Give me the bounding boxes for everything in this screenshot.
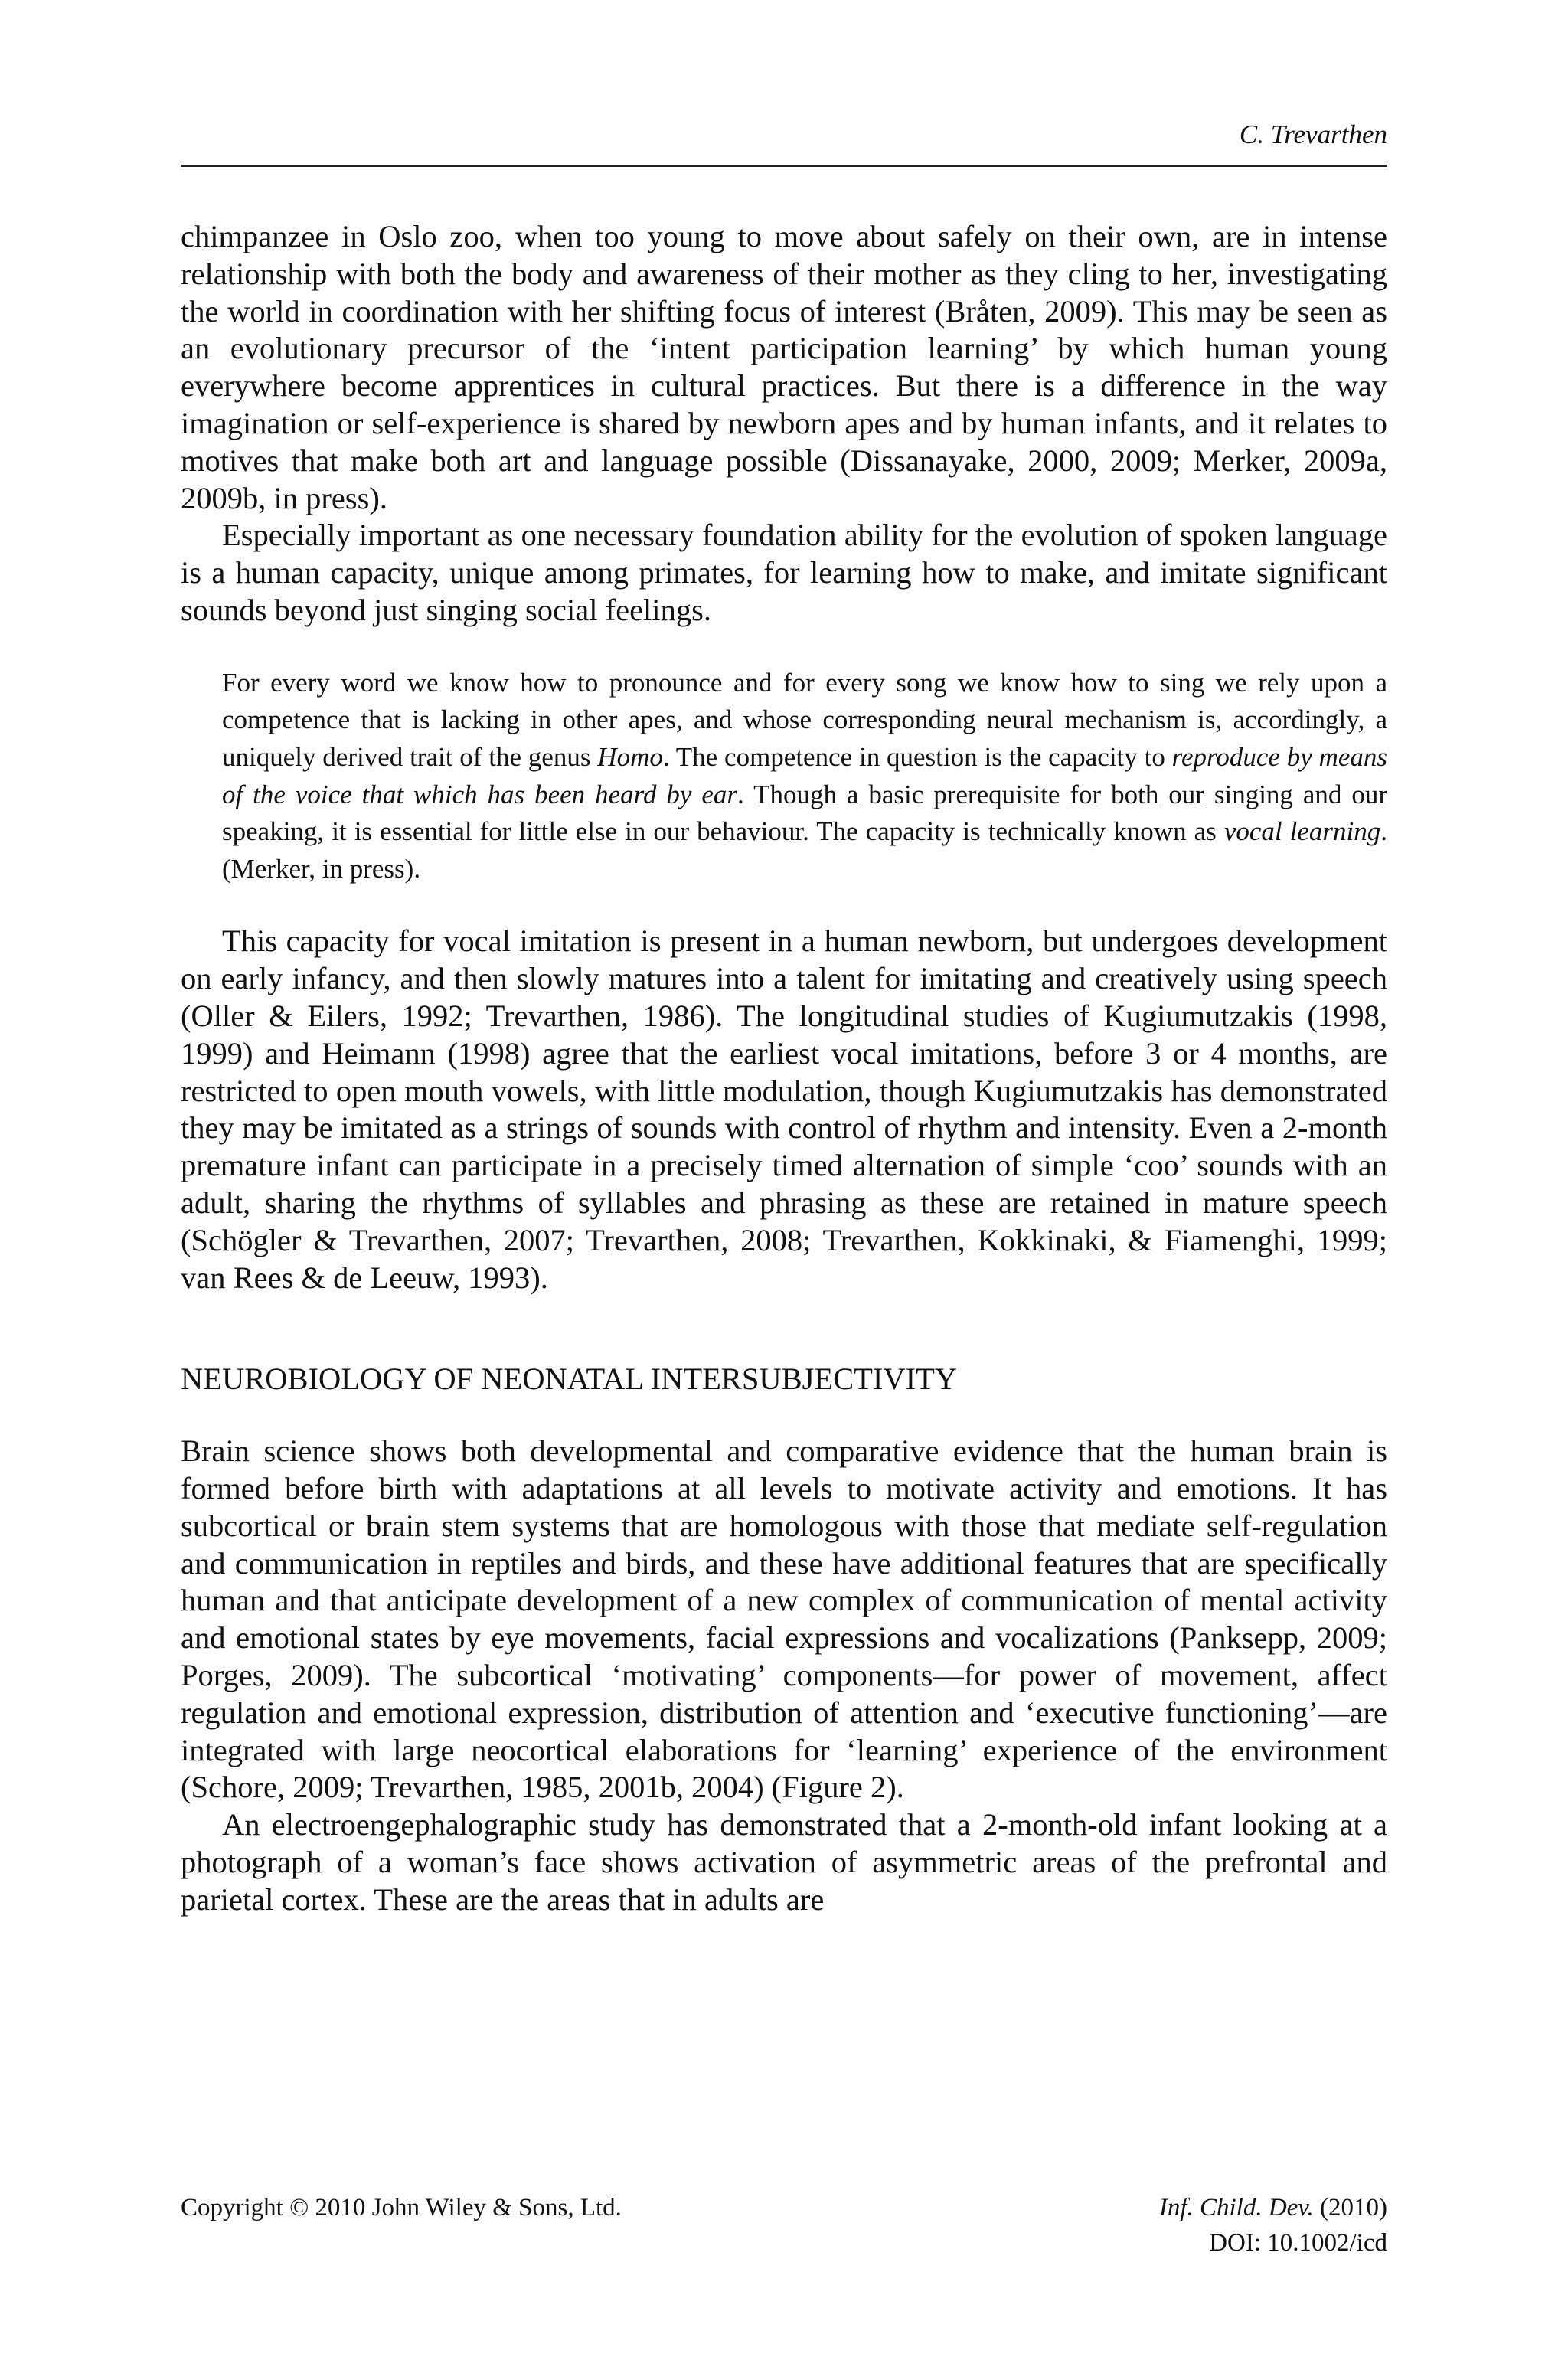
quote-text-1: For every word we know how to pronounce and for every song we know how to sing we rely upon a competence that is lacking in other apes, and whose corresponding neural mechanism is, accordingly, a uniquely derived trait of the genus bbox=[222, 667, 1387, 772]
quote-text-3: . Though a basic prerequisite for both our singing and our speaking, it is essential for little else in our behaviour. The capacity is technically known as bbox=[222, 779, 1387, 847]
paragraph-brain-science: Brain science shows both developmental and comparative evidence that the human brain is formed before birth with adaptations at all levels to motivate activity and emotions. It has subcortical or brain stem systems that are homologous with those that mediate self-regulation and communication in reptiles and birds, and these have additional features that are specifically human and that anticipate development of a new complex of communication of mental activity and emotional states by eye movements, facial expressions and vocalizations (Panksepp, 2009; Porges, 2009). The subcortical ‘motivating’ components—for power of movement, affect regulation and emotional expression, distribution of attention and ‘executive functioning’—are integrated with large neocortical elaborations for ‘learning’ experience of the environment (Schore, 2009; Trevarthen, 1985, 2001b, 2004) (Figure 2). bbox=[181, 1433, 1387, 1805]
block-quote-text bbox=[222, 665, 1387, 888]
copyright-notice: Copyright © 2010 John Wiley & Sons, Ltd. bbox=[181, 2194, 622, 2221]
paragraph-continuation: chimpanzee in Oslo zoo, when too young to move about safely on their own, are in intense relationship with both the body and awareness of their mother as they cling to her, investigating the world in coordination with her shifting focus of interest (Bråten, 2009). This may be seen as an evolutionary precursor of the ‘intent participation learning’ by which human young everywhere become apprentices in cultural practices. But there is a difference in the way imagination or self-experience is shared by newborn apes and by human infants, and it relates to motives that make both art and language possible (Dissanayake, 2000, 2009; Merker, 2009a, 2009b, in press). bbox=[181, 219, 1387, 515]
quote-text-2: . The competence in question is the capacity to bbox=[662, 741, 1172, 772]
doi: DOI: 10.1002/icd bbox=[1209, 2229, 1387, 2257]
body-text bbox=[181, 218, 1387, 1919]
block-quote bbox=[222, 665, 1387, 888]
quote-italic-definition: reproduce by means of the voice that which has been heard by ear bbox=[222, 741, 1387, 809]
paragraph-vocal-imitation: This capacity for vocal imitation is present in a human newborn, but undergoes development on early infancy, and then slowly matures into a talent for imitating and creatively using speech (Oller & Eilers, 1992; Trevarthen, 1986). The longitudinal studies of Kugiumutzakis (1998, 1999) and Heimann (1998) agree that the earliest vocal imitations, before 3 or 4 months, are restricted to open mouth vowels, with little modulation, though Kugiumutzakis has demonstrated they may be imitated as a strings of sounds with control of rhythm and intensity. Even a 2-month premature infant can participate in a precisely timed alternation of simple ‘coo’ sounds with an adult, sharing the rhythms of syllables and phrasing as these are retained in mature speech (Schögler & Trevarthen, 2007; Trevarthen, 2008; Trevarthen, Kokkinaki, & Fiamenghi, 1999; van Rees & de Leeuw, 1993). bbox=[181, 924, 1387, 1295]
quote-italic-vocal-learning: vocal learning bbox=[1223, 816, 1381, 847]
journal-abbrev: Inf. Child. Dev. bbox=[1158, 2194, 1314, 2221]
paragraph-eeg-study: An electroengephalographic study has demonstrated that a 2-month-old infant looking at a photograph of a woman’s face shows activation of asymmetric areas of the prefrontal and parietal cortex. These are the areas that in adults are bbox=[181, 1807, 1387, 1917]
citation-info bbox=[1159, 2190, 1387, 2261]
paragraph-vocal-learning-intro: Especially important as one necessary foundation ability for the evolution of spoken language is a human capacity, unique among primates, for learning how to make, and imitate significant sounds beyond just singing social feelings. bbox=[181, 518, 1387, 627]
section-heading: NEUROBIOLOGY OF NEONATAL INTERSUBJECTIVITY bbox=[181, 1362, 958, 1397]
running-head-author: C. Trevarthen bbox=[1239, 119, 1387, 149]
journal-citation bbox=[1159, 2190, 1387, 2225]
quote-text-4: . (Merker, in press). bbox=[222, 816, 1387, 884]
quote-italic-homo: Homo bbox=[597, 741, 663, 772]
header-rule bbox=[181, 165, 1387, 167]
journal-year: (2010) bbox=[1313, 2194, 1387, 2221]
